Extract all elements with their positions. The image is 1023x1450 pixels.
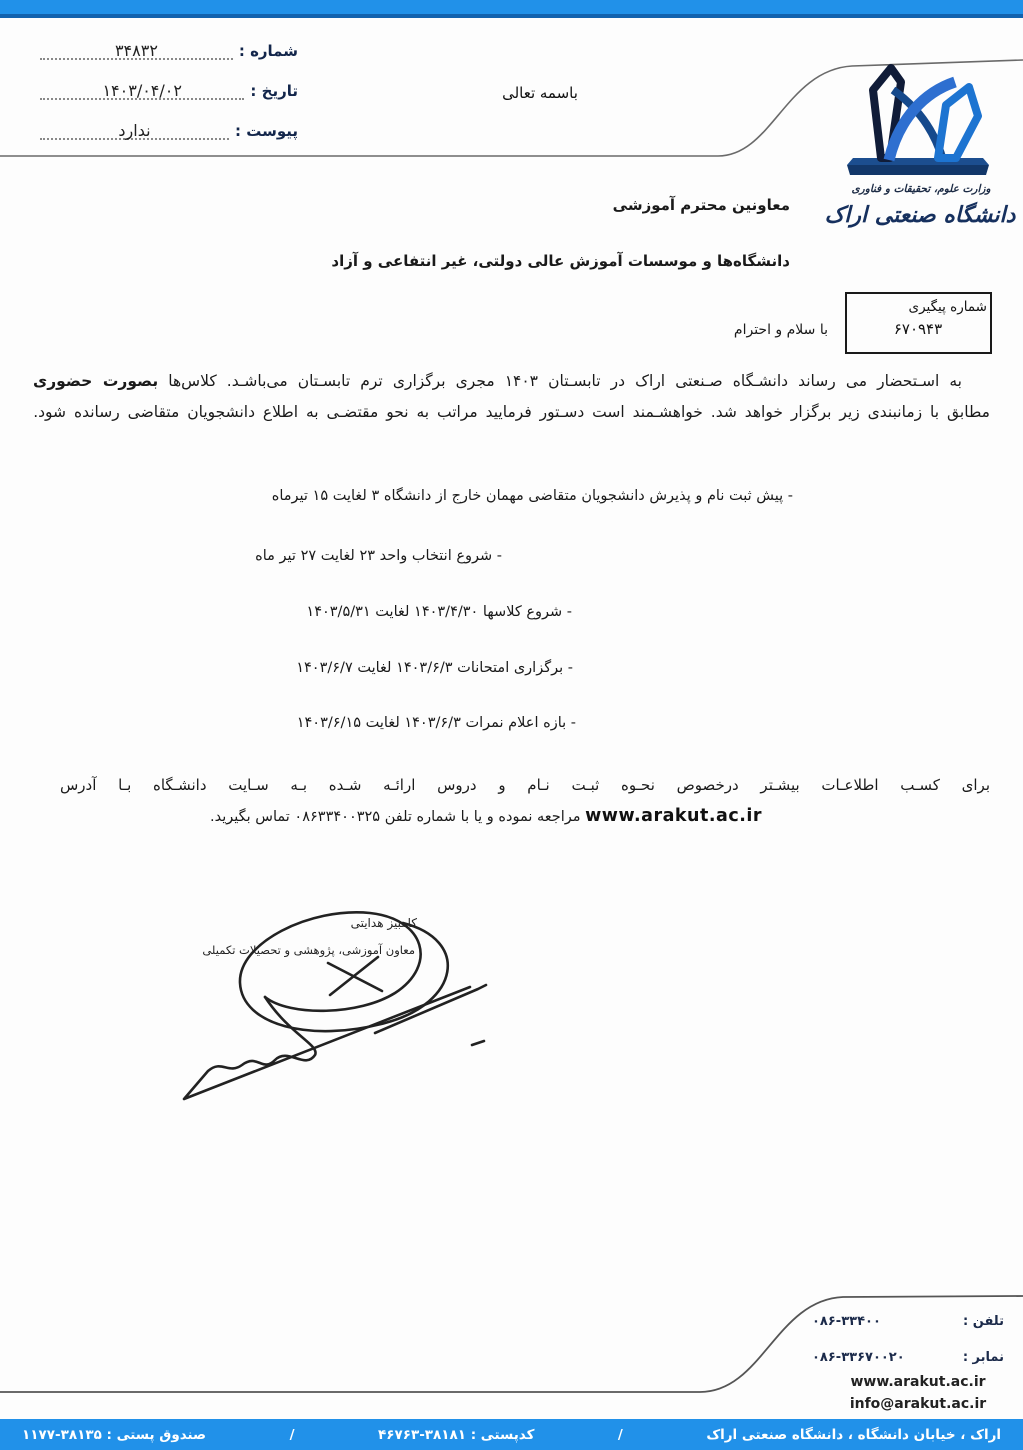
- number-label: شماره :: [238, 42, 298, 60]
- phone-value: ۰۸۶-۳۳۴۰۰: [812, 1314, 881, 1329]
- body-paragraph-1: [33, 366, 990, 428]
- footer-address: اراک ، خیابان دانشگاه ، دانشگاه صنعتی اراک: [706, 1426, 1001, 1443]
- closing-paragraph-line2: [210, 806, 762, 826]
- handwritten-signature-icon: [170, 885, 550, 1130]
- recipient-line2: دانشگاه‌ها و موسسات آموزش عالی دولتی، غیر انتفاعی و آزاد: [331, 252, 790, 270]
- phone-label: تلفن :: [963, 1314, 1004, 1329]
- footer-postal-code: کدپستی : ۳۸۱۸۱-۴۶۷۶۳: [377, 1426, 535, 1443]
- footer-po-box: صندوق پستی : ۳۸۱۳۵-۱۱۷۷: [22, 1426, 207, 1443]
- tracking-number-box: [845, 292, 992, 354]
- schedule-item-course-selection: - شروع انتخاب واحد ۲۳ لغایت ۲۷ تیر ماه: [255, 548, 502, 564]
- bottom-address-bar: [0, 1419, 1023, 1450]
- paragraph1-bold-inperson: بصورت حضوری: [33, 372, 159, 390]
- fax-row: [812, 1350, 1004, 1365]
- tracking-label: شماره پیگیری: [908, 299, 987, 315]
- attachment-label: پیوست :: [234, 122, 298, 140]
- basmala-text: باسمه تعالی: [502, 84, 578, 102]
- fax-label: نمابر :: [962, 1350, 1004, 1365]
- paragraph1-part-a: به اسـتحضار می رساند دانشـگاه صـنعتی اراک در تابسـتان ۱۴۰۳ مجری برگزاری ترم تابسـتان می‌باشـد. کلاس‌ها: [168, 372, 962, 390]
- schedule-item-grades: - بازه اعلام نمرات ۱۴۰۳/۶/۳ لغایت ۱۴۰۳/۶/۱۵: [296, 715, 576, 731]
- recipient-line1: معاونین محترم آموزشی: [612, 196, 790, 214]
- footer-website: www.arakut.ac.ir: [850, 1374, 986, 1390]
- signer-name: کامبیز هدایتی: [350, 916, 417, 930]
- tracking-number: ۶۷۰۹۴۳: [893, 320, 943, 338]
- field-row-number: [40, 24, 298, 60]
- top-blue-bar: [0, 0, 1023, 18]
- fax-value: ۰۸۶-۳۳۶۷۰۰۲۰: [812, 1350, 905, 1365]
- ministry-name: وزارت علوم، تحقیقات و فناوری: [851, 183, 991, 195]
- footer-separator: /: [617, 1426, 623, 1443]
- footer-email: info@arakut.ac.ir: [849, 1396, 987, 1412]
- attachment-dotted-line: [40, 118, 229, 140]
- university-logo-icon: [843, 60, 993, 178]
- paragraph1-part-b: مطابق با زمانبندی زیر برگزار خواهد شد. خواهشـمند است دسـتور فرمایید مراتب به نحو مقتضـی به اطلاع دانشجویان متقاضی رسانده شود.: [33, 403, 990, 421]
- schedule-item-classes-start: - شروع کلاسها ۱۴۰۳/۴/۳۰ لغایت ۱۴۰۳/۵/۳۱: [306, 604, 572, 620]
- signer-title: معاون آموزشی، پژوهشی و تحصیلات تکمیلی: [202, 943, 415, 957]
- date-value: ۱۴۰۳/۰۴/۰۲: [102, 81, 182, 100]
- date-label: تاریخ :: [250, 82, 298, 100]
- schedule-item-preregistration: - پیش ثبت نام و پذیرش دانشجویان متقاضی مهمان خارج از دانشگاه ۳ لغایت ۱۵ تیرماه: [271, 488, 793, 504]
- closing-paragraph-line2-text: مراجعه نموده و یا با شماره تلفن ۰۸۶۳۳۴۰۰۳۲۵ تماس بگیرید.: [209, 809, 581, 825]
- closing-paragraph-line1: برای کسـب اطلاعـات بیشـتر درخصوص نحـوه ثبـت نـام و دروس ارائـه شـده بـه سـایت دانشـگاه بـا آدرس: [60, 776, 990, 794]
- field-row-attachment: [40, 104, 298, 140]
- phone-row: [812, 1314, 1004, 1329]
- date-dotted-line: [40, 78, 244, 100]
- salutation-text: با سلام و احترام: [733, 322, 828, 338]
- university-name: دانشگاه صنعتی اراک: [824, 202, 1016, 228]
- number-dotted-line: [40, 38, 233, 60]
- footer-separator: /: [289, 1426, 295, 1443]
- attachment-value: ندارد: [118, 121, 151, 140]
- number-value: ۳۴۸۳۲: [114, 41, 158, 60]
- website-url-inline: www.arakut.ac.ir: [585, 806, 762, 826]
- schedule-item-exams: - برگزاری امتحانات ۱۴۰۳/۶/۳ لغایت ۱۴۰۳/۶/۷: [296, 660, 573, 676]
- field-row-date: [40, 64, 298, 100]
